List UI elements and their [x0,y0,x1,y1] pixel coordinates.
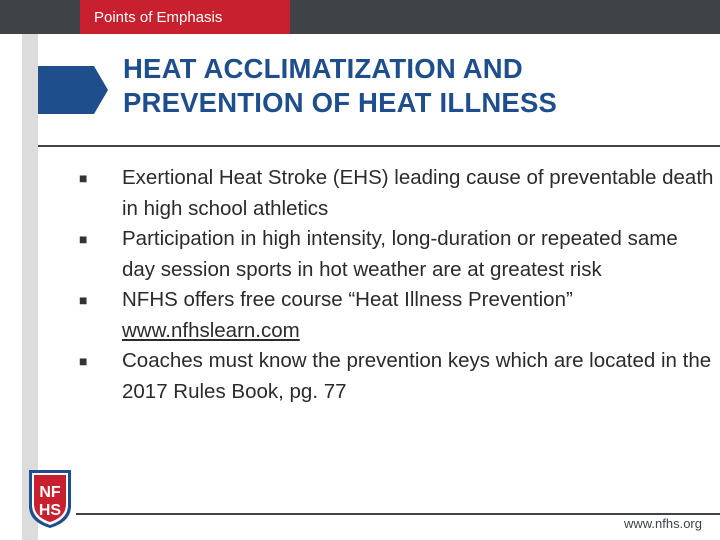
section-tab: Points of Emphasis [80,0,290,34]
bullet-text: Exertional Heat Stroke (EHS) leading cause of preventable death in high school athletics [122,166,714,220]
footer-url[interactable]: www.nfhs.org [623,516,702,531]
side-stripe [22,34,38,540]
nfhslearn-link[interactable]: www.nfhslearn.com [122,318,300,342]
title-arrow-icon [38,66,108,114]
title-divider [38,145,720,147]
bullet-item [75,285,715,346]
bullet-square-icon: ■ [79,170,88,186]
bullet-text: NFHS offers free course “Heat Illness Prevention” [122,288,573,311]
slide-title [123,52,683,120]
bullet-square-icon: ■ [79,231,88,247]
bullet-item [75,163,715,224]
bullet-text: Participation in high intensity, long-duration or repeated same day session sports in hot weather are at greatest risk [122,227,678,281]
slide-title-line-1: HEAT ACCLIMATIZATION AND [123,53,523,84]
bullet-item [75,346,715,407]
slide-title-line-2: PREVENTION OF HEAT ILLNESS [123,87,558,118]
svg-text:NF: NF [39,484,61,501]
bullet-item [75,224,715,285]
svg-text:HS: HS [38,502,62,519]
footer-divider [76,513,720,515]
bullet-square-icon: ■ [79,353,88,369]
bullet-square-icon: ■ [79,292,88,308]
bullet-text: Coaches must know the prevention keys which are located in the 2017 Rules Book, pg. 77 [122,349,712,403]
bullet-list [75,163,715,407]
nfhs-logo [26,466,74,530]
